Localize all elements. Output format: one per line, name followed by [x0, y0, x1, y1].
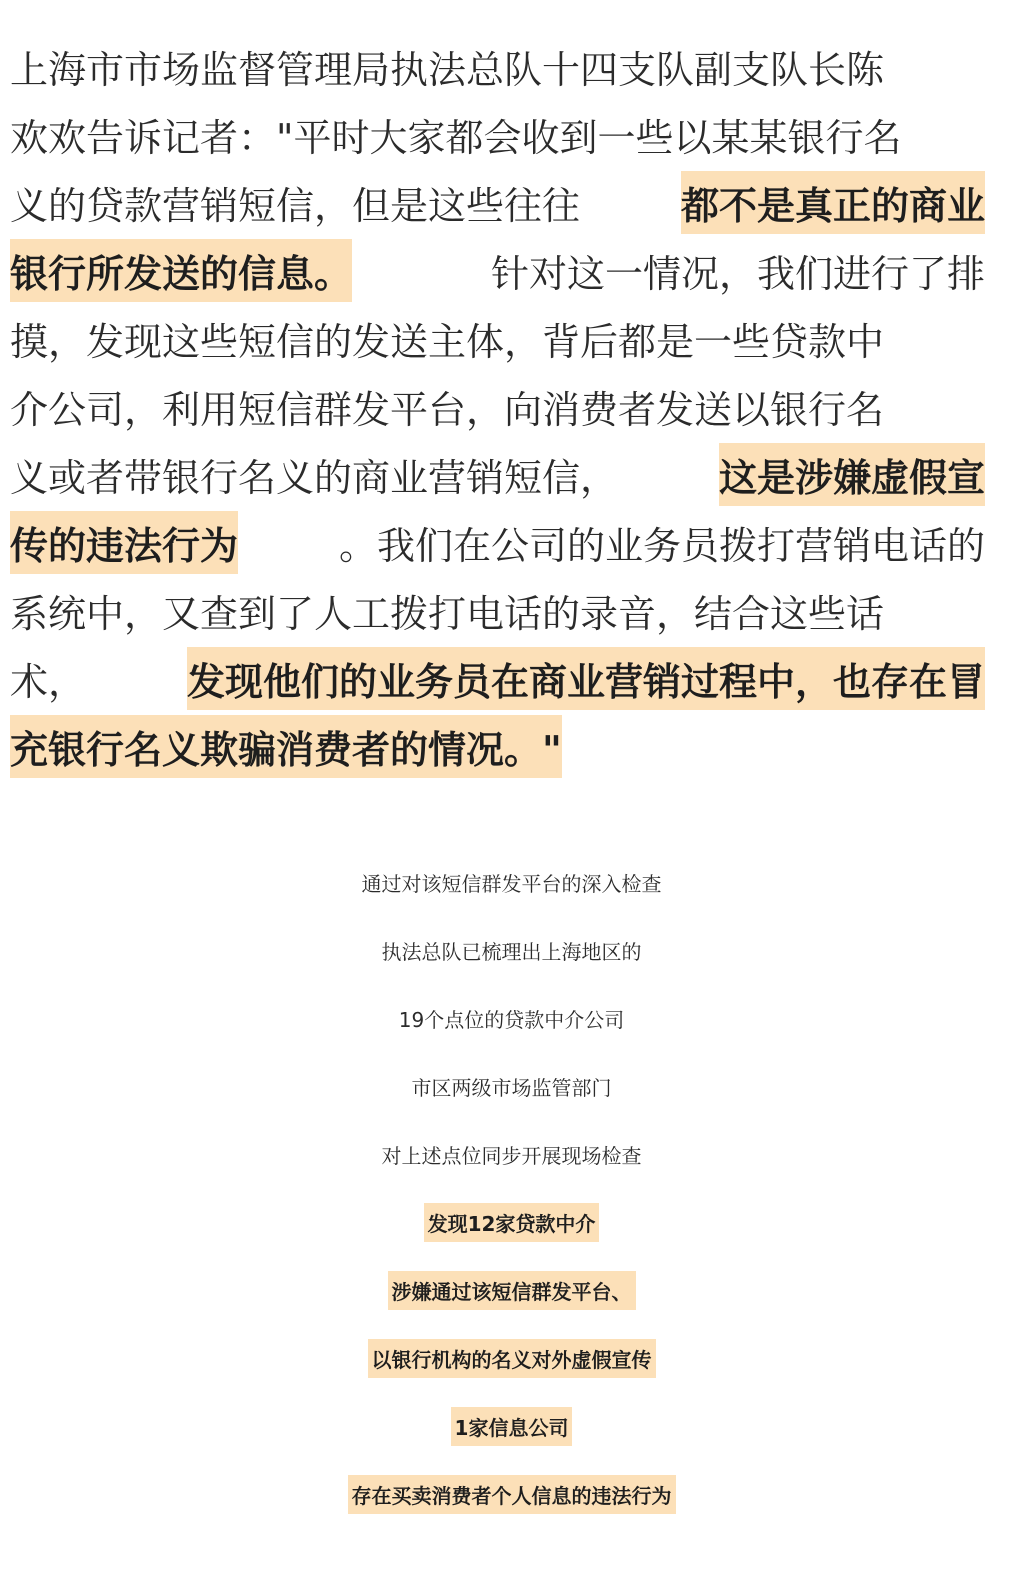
paragraph-text: 系统中，又查到了人工拨打电话的录音，结合这些话 [10, 591, 885, 636]
summary-text: 市区两级市场监管部门 [411, 1075, 612, 1100]
highlighted-text: 传的违法行为 [10, 511, 238, 574]
summary-line [0, 1460, 1023, 1528]
paragraph-text: 义或者带银行名义的商业营销短信， [10, 455, 619, 500]
paragraph-line [10, 644, 985, 712]
summary-block [0, 848, 1023, 1528]
highlighted-summary-text: 涉嫌通过该短信群发平台、 [388, 1271, 636, 1310]
paragraph-line [10, 32, 985, 100]
summary-line [0, 1052, 1023, 1120]
summary-line [0, 1256, 1023, 1324]
highlighted-text: 这是涉嫌虚假宣 [719, 443, 985, 506]
paragraph-text: 针对这一情况，我们进行了排 [490, 251, 985, 296]
paragraph-text: 义的贷款营销短信，但是这些往往 [10, 183, 581, 228]
summary-line [0, 916, 1023, 984]
summary-line [0, 1392, 1023, 1460]
quote-paragraph [10, 32, 985, 780]
summary-text: 对上述点位同步开展现场检查 [381, 1143, 642, 1168]
summary-line [0, 848, 1023, 916]
paragraph-text: 上海市市场监督管理局执法总队十四支队副支队长陈 [10, 47, 885, 92]
summary-line [0, 1324, 1023, 1392]
paragraph-line [10, 168, 985, 236]
paragraph-line [10, 440, 985, 508]
paragraph-line [10, 304, 985, 372]
paragraph-line [10, 576, 985, 644]
paragraph-text: 介公司，利用短信群发平台，向消费者发送以银行名 [10, 387, 885, 432]
highlighted-summary-text: 1家信息公司 [451, 1407, 573, 1446]
paragraph-line [10, 372, 985, 440]
summary-text: 执法总队已梳理出上海地区的 [381, 939, 642, 964]
highlighted-summary-text: 以银行机构的名义对外虚假宣传 [368, 1339, 656, 1378]
summary-line [0, 984, 1023, 1052]
paragraph-line [10, 236, 985, 304]
summary-line [0, 1188, 1023, 1256]
highlighted-text: 发现他们的业务员在商业营销过程中，也存在冒 [187, 647, 985, 710]
paragraph-text: 。我们在公司的业务员拨打营销电话的 [338, 523, 985, 568]
paragraph-line [10, 508, 985, 576]
summary-text: 通过对该短信群发平台的深入检查 [361, 871, 662, 896]
highlighted-summary-text: 存在买卖消费者个人信息的违法行为 [348, 1475, 676, 1514]
paragraph-line [10, 712, 985, 780]
highlighted-text: 都不是真正的商业 [681, 171, 985, 234]
paragraph-text: 欢欢告诉记者："平时大家都会收到一些以某某银行名 [10, 115, 902, 160]
highlighted-text: 银行所发送的信息。 [10, 239, 352, 302]
highlighted-summary-text: 发现12家贷款中介 [424, 1203, 600, 1242]
paragraph-text: 摸，发现这些短信的发送主体，背后都是一些贷款中 [10, 319, 885, 364]
summary-text: 19个点位的贷款中介公司 [398, 1007, 625, 1032]
paragraph-text: 术， [10, 659, 87, 704]
highlighted-text: 充银行名义欺骗消费者的情况。" [10, 715, 562, 778]
paragraph-line [10, 100, 985, 168]
summary-line [0, 1120, 1023, 1188]
